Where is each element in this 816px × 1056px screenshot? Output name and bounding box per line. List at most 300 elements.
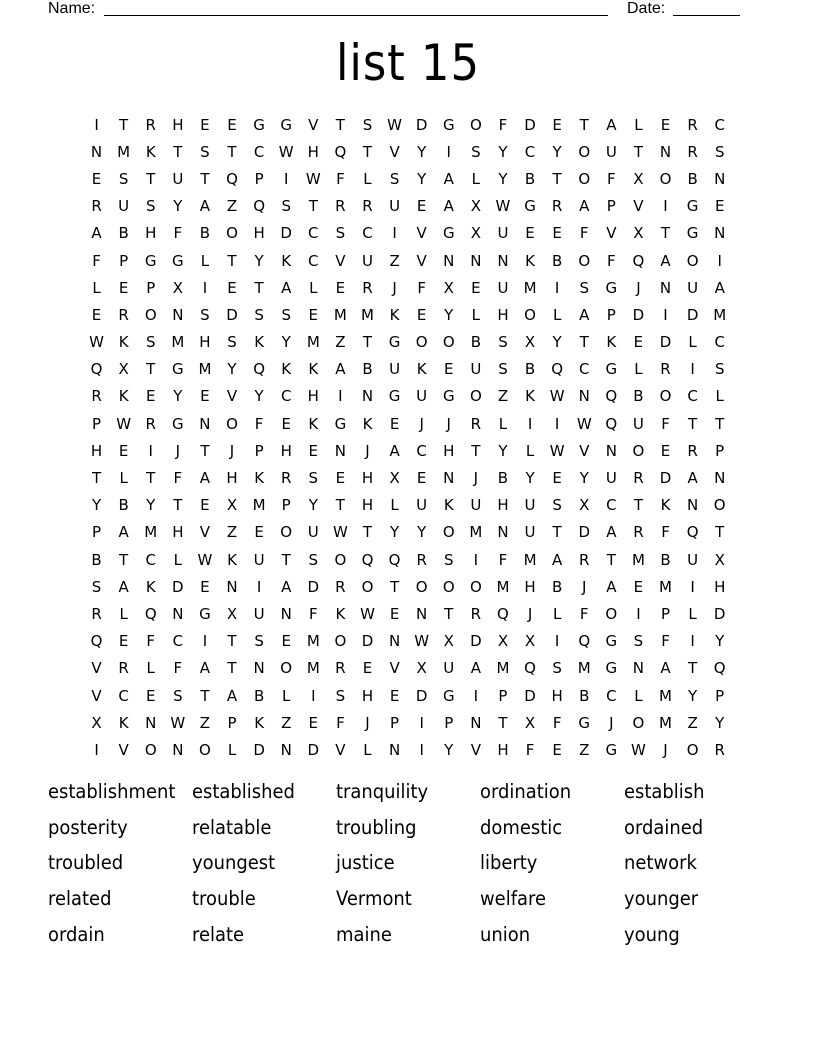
word-bank-item: younger xyxy=(624,887,699,911)
grid-cell: O xyxy=(199,740,211,759)
grid-cell: T xyxy=(362,523,373,542)
grid-cell: D xyxy=(253,740,265,759)
grid-cell: W xyxy=(631,740,646,759)
grid-cell: M xyxy=(631,550,645,569)
grid-cell: I xyxy=(473,550,479,569)
grid-cell: X xyxy=(226,604,238,623)
grid-cell: I xyxy=(554,414,560,433)
word-bank-item: ordained xyxy=(624,815,704,839)
grid-cell: A xyxy=(199,469,211,488)
grid-cell: U xyxy=(687,550,699,569)
grid-cell: G xyxy=(199,604,211,623)
grid-cell: S xyxy=(714,360,725,379)
grid-cell: Q xyxy=(632,251,645,270)
grid-cell: S xyxy=(498,333,508,352)
grid-cell: N xyxy=(90,142,103,161)
grid-cell: Q xyxy=(497,604,509,623)
grid-cell: P xyxy=(444,713,454,732)
grid-cell: N xyxy=(280,740,292,759)
word-bank-item: network xyxy=(624,851,697,875)
grid-cell: S xyxy=(552,496,562,515)
grid-cell: C xyxy=(714,115,725,134)
grid-cell: E xyxy=(416,305,427,324)
grid-cell: S xyxy=(714,142,725,161)
grid-cell: F xyxy=(498,115,508,134)
grid-cell: T xyxy=(335,115,345,134)
grid-cell: I xyxy=(419,740,424,759)
grid-cell: L xyxy=(715,387,724,406)
grid-cell: P xyxy=(119,251,129,270)
grid-cell: G xyxy=(578,713,591,732)
grid-cell: J xyxy=(582,577,587,596)
grid-cell: L xyxy=(634,686,643,705)
grid-cell: T xyxy=(389,577,400,596)
grid-cell: S xyxy=(579,278,589,297)
grid-cell: O xyxy=(632,441,645,460)
grid-cell: V xyxy=(416,224,427,243)
grid-cell: R xyxy=(145,414,156,433)
grid-cell: X xyxy=(416,659,427,678)
grid-cell: U xyxy=(416,387,428,406)
grid-cell: J xyxy=(365,441,370,460)
grid-cell: A xyxy=(199,659,211,678)
grid-cell: R xyxy=(714,740,725,759)
grid-cell: R xyxy=(91,604,102,623)
grid-cell: T xyxy=(146,169,156,188)
grid-cell: H xyxy=(226,469,238,488)
grid-cell: T xyxy=(227,251,237,270)
grid-cell: Z xyxy=(687,713,698,732)
grid-cell: R xyxy=(579,550,590,569)
grid-cell: I xyxy=(663,305,668,324)
grid-cell: E xyxy=(714,197,725,216)
grid-cell: H xyxy=(172,115,184,134)
grid-cell: X xyxy=(443,278,454,297)
grid-cell: Z xyxy=(226,197,238,216)
grid-cell: V xyxy=(308,115,319,134)
grid-cell: N xyxy=(578,387,590,406)
grid-cell: S xyxy=(308,469,319,488)
grid-cell: K xyxy=(660,496,671,515)
grid-cell: Y xyxy=(417,169,427,188)
grid-cell: T xyxy=(227,659,237,678)
grid-cell: J xyxy=(609,713,614,732)
grid-cell: E xyxy=(362,659,373,678)
grid-cell: Q xyxy=(551,360,564,379)
grid-cell: F xyxy=(417,278,426,297)
grid-cell: H xyxy=(172,523,184,542)
grid-cell: I xyxy=(94,740,99,759)
grid-cell: L xyxy=(498,414,508,433)
grid-cell: L xyxy=(363,169,372,188)
grid-cell: M xyxy=(659,713,672,732)
grid-cell: I xyxy=(717,251,722,270)
grid-cell: V xyxy=(389,659,400,678)
grid-cell: J xyxy=(229,441,235,460)
grid-cell: S xyxy=(118,169,129,188)
grid-cell: Y xyxy=(688,686,698,705)
grid-cell: D xyxy=(470,632,482,651)
grid-cell: T xyxy=(227,632,237,651)
grid-cell: M xyxy=(252,496,266,515)
grid-cell: V xyxy=(335,251,346,270)
grid-cell: R xyxy=(551,197,563,216)
grid-cell: A xyxy=(660,251,671,270)
grid-cell: M xyxy=(333,305,347,324)
grid-cell: C xyxy=(118,686,129,705)
grid-cell: Y xyxy=(227,360,237,379)
grid-cell: C xyxy=(308,251,319,270)
grid-cell: A xyxy=(281,278,292,297)
grid-cell: K xyxy=(308,360,319,379)
grid-cell: X xyxy=(524,333,536,352)
grid-cell: C xyxy=(416,441,427,460)
grid-cell: A xyxy=(552,550,563,569)
grid-cell: Y xyxy=(579,469,589,488)
grid-cell: H xyxy=(90,441,103,460)
grid-cell: B xyxy=(633,387,644,406)
grid-cell: A xyxy=(281,577,292,596)
grid-cell: W xyxy=(387,115,402,134)
grid-cell: C xyxy=(606,686,617,705)
grid-cell: G xyxy=(442,224,455,243)
grid-cell: Z xyxy=(389,251,400,270)
grid-cell: X xyxy=(714,550,725,569)
grid-cell: B xyxy=(118,496,129,515)
grid-cell: J xyxy=(419,414,424,433)
grid-cell: O xyxy=(442,577,455,596)
grid-cell: Z xyxy=(579,740,590,759)
grid-cell: L xyxy=(282,686,291,705)
grid-cell: I xyxy=(690,577,695,596)
grid-cell: K xyxy=(145,577,156,596)
grid-cell: H xyxy=(443,441,455,460)
grid-cell: M xyxy=(469,523,483,542)
grid-cell: R xyxy=(470,414,482,433)
grid-cell: F xyxy=(173,224,183,243)
grid-cell: Y xyxy=(173,387,183,406)
grid-cell: F xyxy=(661,523,670,542)
grid-cell: I xyxy=(338,387,343,406)
grid-cell: D xyxy=(307,740,320,759)
grid-cell: E xyxy=(281,632,291,651)
grid-cell: W xyxy=(495,197,511,216)
grid-cell: U xyxy=(118,197,130,216)
grid-cell: M xyxy=(659,686,672,705)
grid-cell: C xyxy=(362,224,373,243)
grid-cell: H xyxy=(307,142,319,161)
grid-cell: S xyxy=(498,360,508,379)
grid-cell: P xyxy=(715,686,725,705)
grid-cell: V xyxy=(335,740,346,759)
grid-cell: V xyxy=(91,686,102,705)
grid-cell: Z xyxy=(281,713,292,732)
grid-cell: V xyxy=(416,251,427,270)
grid-cell: V xyxy=(389,142,400,161)
grid-cell: L xyxy=(634,115,643,134)
grid-cell: R xyxy=(118,305,129,324)
grid-cell: E xyxy=(200,577,210,596)
grid-cell: H xyxy=(714,577,726,596)
grid-cell: E xyxy=(91,305,102,324)
grid-cell: E xyxy=(416,469,427,488)
word-bank-item: establish xyxy=(624,780,705,803)
grid-cell: Y xyxy=(552,142,562,161)
grid-cell: E xyxy=(633,577,644,596)
grid-cell: R xyxy=(416,550,427,569)
grid-cell: R xyxy=(633,523,644,542)
grid-cell: P xyxy=(254,441,264,460)
grid-cell: C xyxy=(308,224,319,243)
grid-cell: P xyxy=(227,713,237,732)
grid-cell: E xyxy=(552,740,562,759)
grid-cell: W xyxy=(549,441,565,460)
grid-cell: W xyxy=(414,632,430,651)
grid-cell: O xyxy=(578,251,591,270)
grid-cell: K xyxy=(443,496,454,515)
grid-cell: G xyxy=(334,414,347,433)
grid-cell: J xyxy=(663,740,668,759)
grid-cell: Y xyxy=(498,169,508,188)
grid-cell: T xyxy=(281,550,291,569)
grid-cell: A xyxy=(118,523,129,542)
name-blank-line xyxy=(104,0,608,16)
grid-cell: W xyxy=(170,713,186,732)
grid-cell: S xyxy=(91,577,102,596)
grid-cell: P xyxy=(92,414,102,433)
grid-cell: K xyxy=(254,713,265,732)
grid-cell: E xyxy=(308,441,319,460)
grid-cell: D xyxy=(361,632,374,651)
grid-cell: R xyxy=(633,469,644,488)
grid-cell: G xyxy=(605,278,618,297)
grid-cell: K xyxy=(525,387,535,406)
grid-cell: U xyxy=(524,496,536,515)
grid-cell: K xyxy=(227,550,237,569)
grid-cell: T xyxy=(498,713,508,732)
grid-cell: T xyxy=(200,686,210,705)
word-bank-item: trouble xyxy=(192,887,256,911)
grid-cell: K xyxy=(281,251,292,270)
grid-cell: Q xyxy=(253,360,266,379)
grid-cell: E xyxy=(552,469,562,488)
grid-cell: O xyxy=(469,577,482,596)
grid-cell: C xyxy=(687,387,698,406)
grid-cell: O xyxy=(578,142,591,161)
grid-cell: H xyxy=(361,686,374,705)
grid-cell: N xyxy=(334,441,346,460)
grid-cell: I xyxy=(554,278,560,297)
grid-cell: X xyxy=(226,496,238,515)
grid-cell: U xyxy=(389,197,401,216)
grid-cell: R xyxy=(470,604,482,623)
grid-cell: C xyxy=(253,142,265,161)
grid-cell: C xyxy=(578,360,590,379)
grid-cell: T xyxy=(471,441,481,460)
grid-cell: R xyxy=(335,197,346,216)
grid-cell: N xyxy=(497,251,509,270)
grid-cell: K xyxy=(145,142,156,161)
grid-cell: G xyxy=(442,686,455,705)
word-bank-item: maine xyxy=(336,922,392,946)
grid-cell: A xyxy=(199,197,211,216)
grid-cell: K xyxy=(281,360,292,379)
grid-cell: E xyxy=(525,224,535,243)
grid-cell: F xyxy=(525,740,535,759)
grid-cell: W xyxy=(116,414,132,433)
grid-cell: L xyxy=(119,604,128,623)
grid-cell: H xyxy=(497,740,509,759)
grid-cell: B xyxy=(687,169,698,188)
grid-cell: Y xyxy=(498,142,508,161)
grid-cell: Y xyxy=(281,333,291,352)
grid-cell: I xyxy=(690,360,695,379)
grid-cell: X xyxy=(633,169,644,188)
grid-cell: E xyxy=(200,115,210,134)
grid-cell: T xyxy=(362,142,373,161)
grid-cell: T xyxy=(688,659,698,678)
word-bank-item: tranquility xyxy=(336,780,429,803)
grid-cell: B xyxy=(470,333,481,352)
grid-cell: B xyxy=(524,169,536,188)
grid-cell: M xyxy=(523,550,537,569)
grid-cell: M xyxy=(523,278,537,297)
grid-cell: Q xyxy=(144,604,157,623)
grid-cell: T xyxy=(552,523,562,542)
word-bank-item: youngest xyxy=(192,851,276,875)
grid-cell: T xyxy=(173,142,183,161)
grid-cell: N xyxy=(388,632,401,651)
grid-cell: G xyxy=(388,333,401,352)
grid-cell: P xyxy=(281,496,291,515)
grid-cell: T xyxy=(227,142,237,161)
grid-cell: W xyxy=(549,387,565,406)
grid-cell: E xyxy=(552,115,562,134)
grid-cell: T xyxy=(146,469,156,488)
grid-cell: M xyxy=(713,305,727,324)
grid-cell: B xyxy=(199,224,211,243)
word-bank-item: posterity xyxy=(48,815,128,839)
grid-cell: U xyxy=(605,142,617,161)
grid-cell: O xyxy=(144,305,157,324)
grid-cell: J xyxy=(473,469,479,488)
grid-cell: O xyxy=(361,577,374,596)
grid-cell: H xyxy=(551,686,563,705)
grid-cell: O xyxy=(280,659,293,678)
grid-cell: Y xyxy=(552,333,562,352)
grid-cell: S xyxy=(200,305,210,324)
grid-cell: N xyxy=(443,251,455,270)
grid-cell: E xyxy=(308,713,319,732)
grid-cell: D xyxy=(415,686,428,705)
grid-cell: E xyxy=(660,441,671,460)
grid-cell: T xyxy=(146,360,156,379)
grid-cell: N xyxy=(361,387,374,406)
grid-cell: T xyxy=(579,115,589,134)
grid-cell: L xyxy=(363,740,372,759)
grid-cell: P xyxy=(390,713,400,732)
grid-cell: H xyxy=(199,333,211,352)
word-bank-item: established xyxy=(192,780,295,803)
grid-cell: U xyxy=(172,169,184,188)
grid-cell: P xyxy=(606,197,616,216)
grid-cell: E xyxy=(145,686,156,705)
grid-cell: U xyxy=(497,224,509,243)
word-bank-item: troubled xyxy=(48,851,124,875)
grid-cell: H xyxy=(307,387,319,406)
grid-cell: T xyxy=(552,169,562,188)
grid-cell: F xyxy=(607,251,616,270)
grid-cell: E xyxy=(633,333,644,352)
grid-cell: O xyxy=(226,224,238,243)
grid-cell: O xyxy=(334,632,347,651)
grid-cell: A xyxy=(335,360,346,379)
grid-cell: A xyxy=(606,577,617,596)
grid-cell: S xyxy=(389,169,400,188)
grid-cell: J xyxy=(175,441,181,460)
grid-cell: Y xyxy=(715,632,725,651)
grid-cell: P xyxy=(498,686,508,705)
grid-cell: L xyxy=(471,305,481,324)
grid-cell: X xyxy=(118,360,129,379)
grid-cell: S xyxy=(362,115,373,134)
grid-cell: O xyxy=(469,115,482,134)
grid-cell: N xyxy=(416,604,428,623)
grid-cell: S xyxy=(552,659,562,678)
grid-cell: Y xyxy=(715,713,725,732)
grid-cell: B xyxy=(551,577,563,596)
grid-cell: N xyxy=(226,577,238,596)
grid-cell: H xyxy=(524,577,536,596)
grid-cell: S xyxy=(335,686,346,705)
grid-cell: G xyxy=(172,360,184,379)
grid-cell: O xyxy=(578,169,591,188)
grid-cell: A xyxy=(443,169,454,188)
grid-cell: V xyxy=(226,387,238,406)
grid-cell: E xyxy=(389,414,400,433)
grid-cell: S xyxy=(281,305,291,324)
grid-cell: N xyxy=(659,142,672,161)
grid-cell: L xyxy=(688,333,697,352)
grid-cell: M xyxy=(306,659,320,678)
grid-cell: R xyxy=(687,142,698,161)
grid-cell: J xyxy=(365,713,370,732)
grid-cell: O xyxy=(659,387,672,406)
grid-cell: F xyxy=(661,632,670,651)
word-bank-item: union xyxy=(480,922,531,946)
grid-cell: K xyxy=(254,469,265,488)
grid-cell: O xyxy=(605,604,618,623)
grid-cell: Q xyxy=(713,659,726,678)
grid-cell: B xyxy=(551,251,563,270)
grid-cell: O xyxy=(442,523,455,542)
grid-cell: D xyxy=(686,305,699,324)
grid-cell: M xyxy=(171,333,185,352)
grid-cell: Y xyxy=(91,496,102,515)
grid-cell: Y xyxy=(389,523,400,542)
word-bank-item: relate xyxy=(192,922,245,946)
grid-cell: R xyxy=(362,278,373,297)
grid-cell: T xyxy=(119,115,129,134)
grid-cell: A xyxy=(606,115,617,134)
grid-cell: U xyxy=(524,523,536,542)
grid-cell: I xyxy=(554,632,560,651)
grid-cell: I xyxy=(473,686,479,705)
grid-cell: C xyxy=(172,632,184,651)
grid-cell: O xyxy=(469,387,482,406)
grid-cell: I xyxy=(256,577,262,596)
grid-cell: F xyxy=(607,169,616,188)
